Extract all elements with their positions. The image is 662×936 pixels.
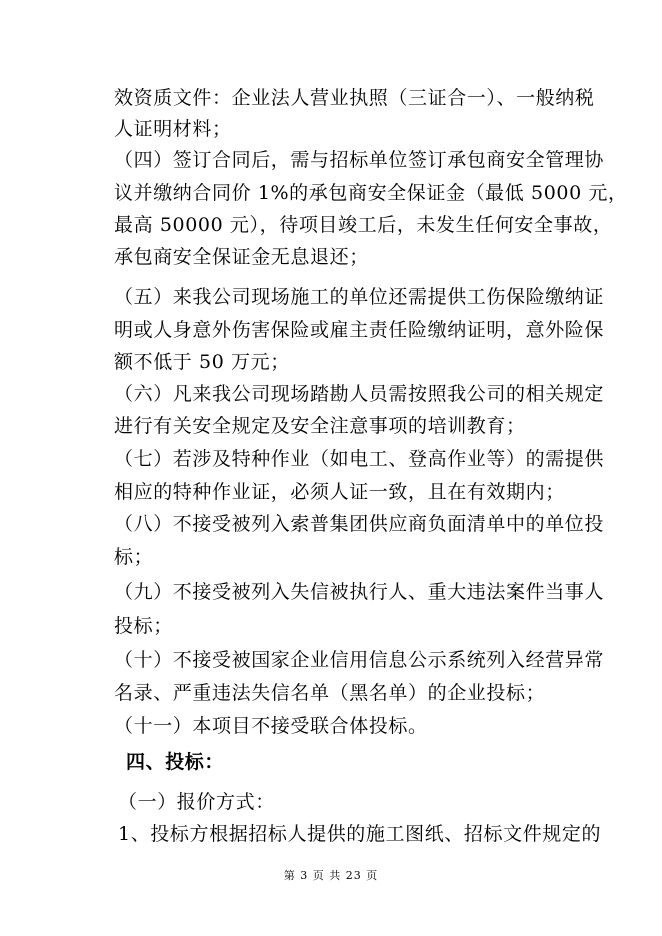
text-line: （十）不接受被国家企业信用信息公示系统列入经营异常 <box>114 649 605 671</box>
text-line: 名录、严重违法失信名单（黑名单）的企业投标； <box>114 682 546 704</box>
text-line: 最高 50000 元），待项目竣工后，未发生任何安全事故， <box>114 214 613 236</box>
section-heading: 四、投标： <box>126 751 225 773</box>
text-line: 标； <box>114 546 154 568</box>
sub-heading: （一）报价方式： <box>118 791 275 813</box>
text-line: 1、投标方根据招标人提供的施工图纸、招标文件规定的 <box>118 823 602 845</box>
text-line: 承包商安全保证金无息退还； <box>114 246 369 268</box>
text-line: （七）若涉及特种作业（如电工、登高作业等）的需提供 <box>114 448 605 470</box>
page-number-footer: 第 3 页 共 23 页 <box>283 869 379 882</box>
text-line: 进行有关安全规定及安全注意事项的培训教育； <box>114 415 526 437</box>
text-line: （八）不接受被列入索普集团供应商负面清单中的单位投 <box>114 513 605 535</box>
text-line: （五）来我公司现场施工的单位还需提供工伤保险缴纳证 <box>114 286 605 308</box>
text-line: 效资质文件：企业法人营业执照（三证合一）、一般纳税 <box>114 87 595 109</box>
text-line: 额不低于 50 万元； <box>114 351 290 373</box>
text-line: （十一）本项目不接受联合体投标。 <box>114 715 428 737</box>
text-line: 人证明材料； <box>114 118 232 140</box>
text-line: （四）签订合同后，需与招标单位签订承包商安全管理协 <box>114 149 605 171</box>
text-line: （六）凡来我公司现场踏勘人员需按照我公司的相关规定 <box>114 383 605 405</box>
text-line: 相应的特种作业证，必须人证一致，且在有效期内； <box>114 481 565 503</box>
text-line: （九）不接受被列入失信被执行人、重大违法案件当事人 <box>114 581 605 603</box>
text-line: 投标； <box>114 615 173 637</box>
text-line: 明或人身意外伤害保险或雇主责任险缴纳证明，意外险保 <box>114 319 605 341</box>
text-line: 议并缴纳合同价 1%的承包商安全保证金（最低 5000 元， <box>114 182 628 204</box>
